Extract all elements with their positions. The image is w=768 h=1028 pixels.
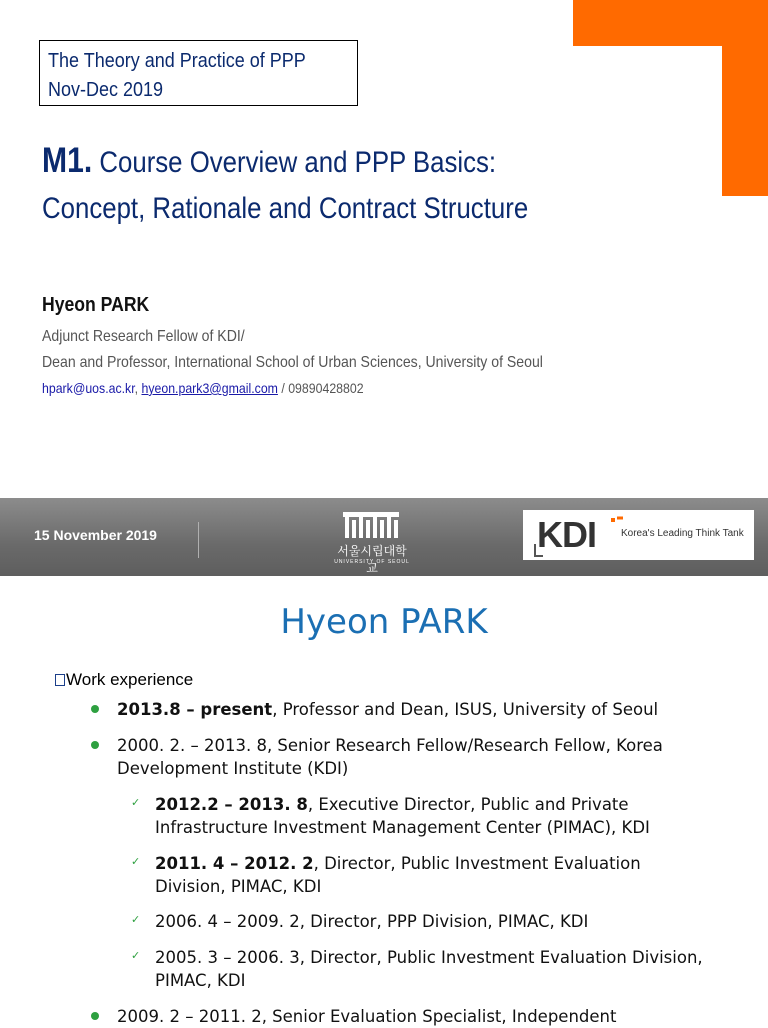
course-dates: Nov-Dec 2019	[48, 79, 164, 101]
university-of-seoul-logo	[333, 508, 411, 575]
experience-description: 2000. 2. – 2013. 8, Senior Research Fellow/Research Fellow, Korea Development Institute (KDI)	[117, 736, 663, 778]
experience-period: 2012.2 – 2013. 8	[155, 795, 308, 814]
section-heading-text: Work experience	[66, 670, 194, 689]
experience-description: 2006. 4 – 2009. 2, Director, PPP Division, PIMAC, KDI	[155, 912, 589, 931]
experience-subitem	[155, 793, 715, 839]
experience-description: 2009. 2 – 2011. 2, Senior Evaluation Specialist, Independent	[117, 1007, 617, 1026]
experience-subitem	[155, 910, 715, 933]
experience-description: 2005. 3 – 2006. 3, Director, Public Investment Evaluation Division, PIMAC, KDI	[155, 948, 703, 990]
course-title: The Theory and Practice of PPP	[48, 50, 306, 72]
affiliation-uos: Dean and Professor, International School of Urban Sciences, University of Seoul	[42, 354, 543, 371]
experience-description: , Executive Director, Public and Private Infrastructure Investment Management Center (PIMAC), KDI	[155, 795, 650, 837]
experience-period: 2011. 4 – 2012. 2	[155, 854, 314, 873]
footer-divider	[198, 522, 199, 558]
bio-slide	[0, 576, 768, 1024]
experience-item	[117, 698, 717, 721]
bullet-dot-icon	[91, 705, 99, 713]
bio-title: Hyeon PARK	[280, 602, 488, 642]
title-slide	[0, 0, 768, 498]
lecture-title-line1: Course Overview and PPP Basics:	[99, 146, 497, 179]
kdi-wordmark: KDI	[537, 514, 596, 555]
kdi-logo-panel	[523, 510, 754, 560]
experience-item	[117, 1005, 717, 1028]
phone-number: / 09890428802	[277, 380, 364, 396]
uos-emblem-icon	[343, 512, 399, 538]
module-label: M1.	[42, 141, 93, 180]
lecture-title	[42, 138, 607, 232]
checkmark-icon: ✓	[131, 796, 141, 809]
checkmark-icon: ✓	[131, 913, 141, 926]
course-name-box	[39, 40, 358, 106]
experience-description: , Director, Public Investment Evaluation Division, PIMAC, KDI	[155, 854, 641, 896]
experience-subitem	[155, 946, 715, 992]
uos-english-name: UNIVERSITY OF SEOUL	[334, 559, 410, 565]
author-name: Hyeon PARK	[42, 294, 150, 316]
experience-description: , Professor and Dean, ISUS, University of Seoul	[272, 700, 659, 719]
presentation-date: 15 November 2019	[34, 527, 157, 543]
footer-bar	[0, 498, 768, 576]
affiliation-kdi: Adjunct Research Fellow of KDI/	[42, 328, 245, 345]
experience-period: 2013.8 – present	[117, 700, 273, 719]
email-separator: ,	[134, 380, 142, 396]
experience-subitem	[155, 852, 715, 898]
experience-item	[117, 734, 717, 780]
checkmark-icon: ✓	[131, 855, 141, 868]
orange-accent-top	[573, 0, 722, 46]
bullet-dot-icon	[91, 741, 99, 749]
orange-accent-side	[722, 0, 768, 196]
email-uos[interactable]: hpark@uos.ac.kr	[42, 380, 135, 396]
section-heading	[55, 670, 193, 690]
contact-line	[42, 380, 364, 396]
uos-korean-name: 서울시립대학교	[337, 544, 407, 575]
checkmark-icon: ✓	[131, 949, 141, 962]
bullet-dot-icon	[91, 1012, 99, 1020]
kdi-tagline: Korea's Leading Think Tank	[621, 528, 744, 539]
email-gmail-link[interactable]: hyeon.park3@gmail.com	[141, 380, 278, 396]
square-bullet-icon	[55, 674, 65, 686]
lecture-title-line2: Concept, Rationale and Contract Structure	[42, 192, 529, 225]
